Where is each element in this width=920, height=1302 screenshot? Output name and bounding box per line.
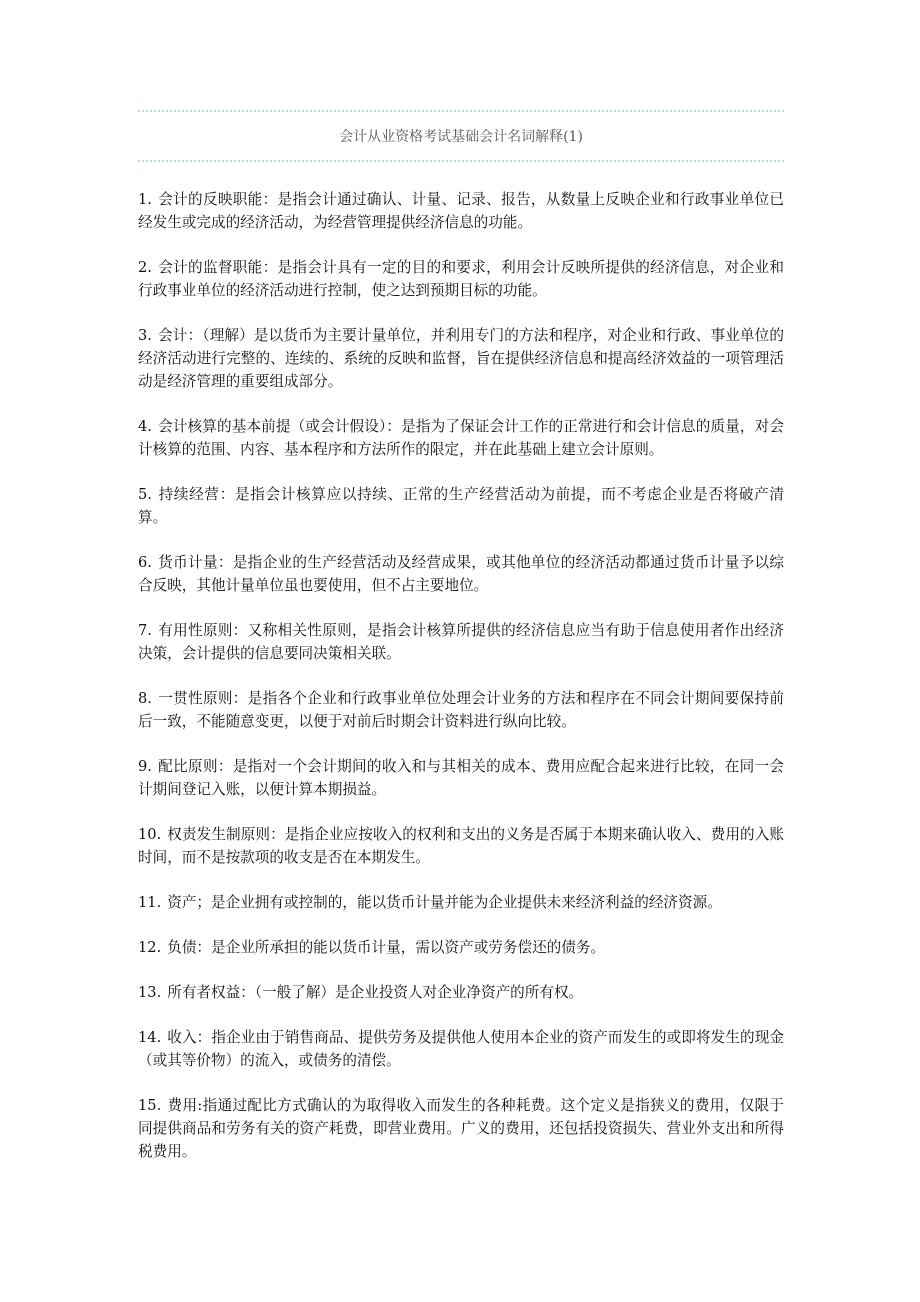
term-definition: 持续经营：是指会计核算应以持续、正常的生产经营活动为前提，而不考虑企业是否将破产清算。: [138, 486, 784, 526]
term-item: [138, 755, 784, 801]
term-item: [138, 188, 784, 234]
term-item: [138, 619, 784, 665]
term-item: [138, 1094, 784, 1163]
term-definition: 会计核算的基本前提（或会计假设）：是指为了保证会计工作的正常进行和会计信息的质量，对会计核算的范围、内容、基本程序和方法所作的限定，并在此基础上建立会计原则。: [138, 418, 784, 458]
term-definition: 权责发生制原则：是指企业应按收入的权利和支出的义务是否属于本期来确认收入、费用的入账时间，而不是按款项的收支是否在本期发生。: [138, 826, 784, 866]
term-number: 12.: [138, 939, 162, 956]
term-definition: 配比原则：是指对一个会计期间的收入和与其相关的成本、费用应配合起来进行比较，在同一会计期间登记入账，以便计算本期损益。: [138, 758, 784, 798]
term-item: [138, 324, 784, 393]
term-definition: 会计的反映职能：是指会计通过确认、计量、记录、报告，从数量上反映企业和行政事业单位已经发生或完成的经济活动，为经营管理提供经济信息的功能。: [138, 191, 784, 231]
term-number: 10.: [138, 826, 162, 843]
term-definition: 所有者权益：（一般了解）是企业投资人对企业净资产的所有权。: [167, 984, 584, 1001]
term-item: [138, 687, 784, 733]
term-definition: 负债：是企业所承担的能以货币计量，需以资产或劳务偿还的债务。: [167, 939, 606, 956]
term-item: [138, 981, 784, 1004]
term-item: [138, 823, 784, 869]
term-item: [138, 256, 784, 302]
term-number: 5.: [138, 486, 152, 503]
term-definition: 会计：（理解）是以货币为主要计量单位，并利用专门的方法和程序，对企业和行政、事业单位的经济活动进行完整的、连续的、系统的反映和监督，旨在提供经济信息和提高经济效益的一项管理活动是经济管理的重要组成部分。: [138, 327, 784, 390]
term-definition: 有用性原则：又称相关性原则，是指会计核算所提供的经济信息应当有助于信息使用者作出经济决策，会计提供的信息要同决策相关联。: [138, 622, 784, 662]
term-item: [138, 483, 784, 529]
term-number: 9.: [138, 758, 152, 775]
term-number: 13.: [138, 984, 162, 1001]
term-number: 2.: [138, 259, 152, 276]
term-definition: 资产；是企业拥有或控制的，能以货币计量并能为企业提供未来经济利益的经济资源。: [167, 894, 722, 911]
term-list: [138, 188, 784, 1163]
term-number: 14.: [138, 1029, 162, 1046]
term-number: 1.: [138, 191, 152, 208]
title-bottom-rule: [138, 160, 784, 162]
document-page: [138, 110, 784, 1185]
term-number: 7.: [138, 622, 152, 639]
term-definition: 费用:指通过配比方式确认的为取得收入而发生的各种耗费。这个定义是指狭义的费用，仅限于同提供商品和劳务有关的资产耗费，即营业费用。广义的费用，还包括投资损失、营业外支出和所得税费用。: [138, 1097, 784, 1160]
term-number: 6.: [138, 554, 152, 571]
term-item: [138, 891, 784, 914]
term-number: 11.: [138, 894, 162, 911]
term-item: [138, 415, 784, 461]
term-number: 4.: [138, 418, 152, 435]
document-title: 会计从业资格考试基础会计名词解释(1): [339, 129, 583, 145]
term-definition: 货币计量：是指企业的生产经营活动及经营成果，或其他单位的经济活动都通过货币计量予以综合反映，其他计量单位虽也要使用，但不占主要地位。: [138, 554, 784, 594]
term-definition: 会计的监督职能：是指会计具有一定的目的和要求，利用会计反映所提供的经济信息，对企业和行政事业单位的经济活动进行控制，使之达到预期目标的功能。: [138, 259, 784, 299]
term-item: [138, 551, 784, 597]
term-number: 15.: [138, 1097, 162, 1114]
term-definition: 收入：指企业由于销售商品、提供劳务及提供他人使用本企业的资产而发生的或即将发生的现金（或其等价物）的流入，或债务的清偿。: [138, 1029, 784, 1069]
term-number: 3.: [138, 327, 152, 344]
term-item: [138, 936, 784, 959]
term-item: [138, 1026, 784, 1072]
term-definition: 一贯性原则：是指各个企业和行政事业单位处理会计业务的方法和程序在不同会计期间要保持前后一致，不能随意变更，以便于对前后时期会计资料进行纵向比较。: [138, 690, 784, 730]
term-number: 8.: [138, 690, 152, 707]
